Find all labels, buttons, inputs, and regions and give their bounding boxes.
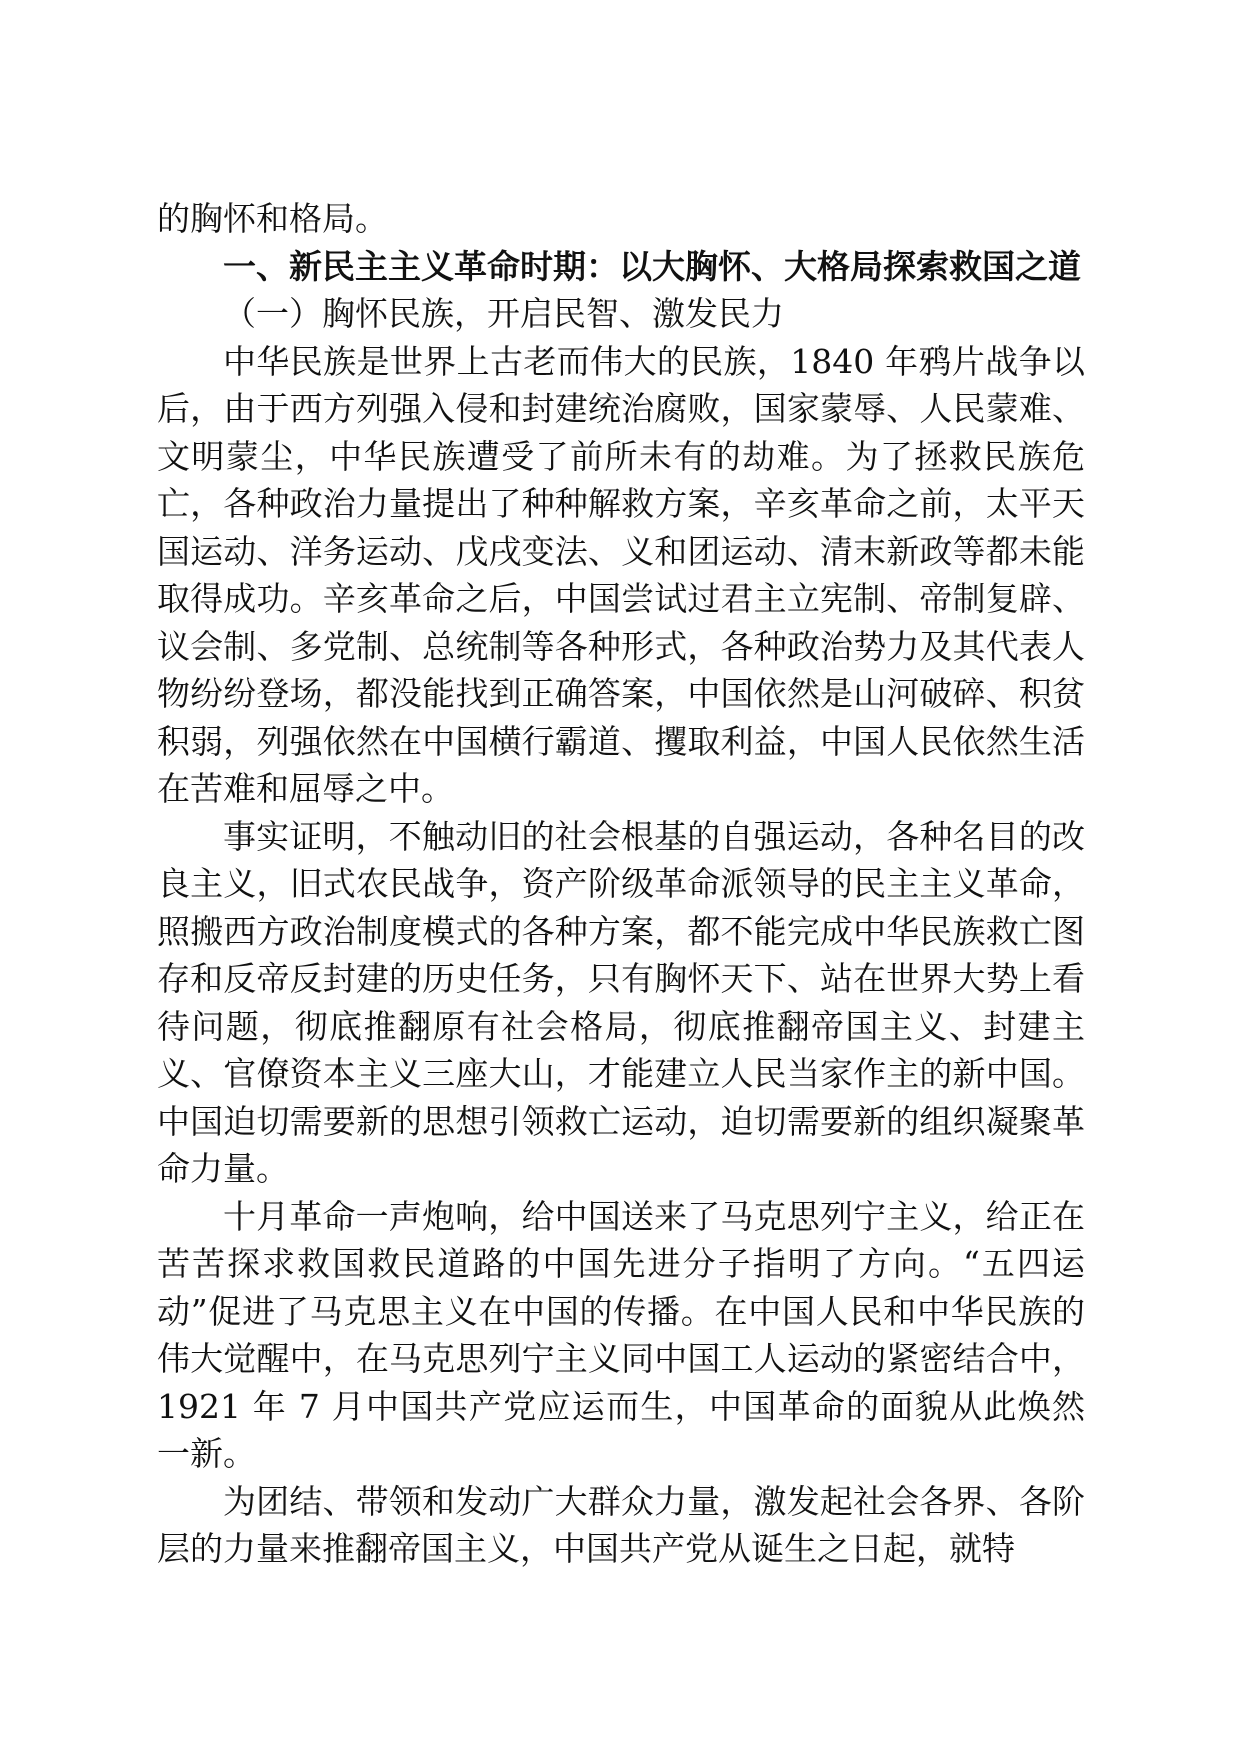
document-body	[157, 195, 1085, 1573]
paragraph-4: 为团结、带领和发动广大群众力量，激发起社会各界、各阶层的力量来推翻帝国主义，中国共产党从诞生之日起，就特	[157, 1481, 1085, 1568]
paragraph-3: 十月革命一声炮响，给中国送来了马克思列宁主义，给正在苦苦探求救国救民道路的中国先进分子指明了方向。“五四运动”促进了马克思主义在中国的传播。在中国人民和中华民族的伟大觉醒中，在马克思列宁主义同中国工人运动的紧密结合中，1921 年 7 月中国共产党应运而生，中国革命的面貌从此焕然一新。	[157, 1196, 1085, 1473]
paragraph-1: 中华民族是世界上古老而伟大的民族，1840 年鸦片战争以后，由于西方列强入侵和封建统治腐败，国家蒙辱、人民蒙难、文明蒙尘，中华民族遭受了前所未有的劫难。为了拯救民族危亡，各种政治力量提出了种种解救方案，辛亥革命之前，太平天国运动、洋务运动、戊戌变法、义和团运动、清末新政等都未能取得成功。辛亥革命之后，中国尝试过君主立宪制、帝制复辟、议会制、多党制、总统制等各种形式，各种政治势力及其代表人物纷纷登场，都没能找到正确答案，中国依然是山河破碎、积贫积弱，列强依然在中国横行霸道、攫取利益，中国人民依然生活在苦难和屈辱之中。	[157, 341, 1085, 808]
subsection-heading: （一）胸怀民族，开启民智、激发民力	[223, 294, 784, 333]
continuation-text: 的胸怀和格局。	[157, 199, 388, 238]
section-heading: 一、新民主主义革命时期：以大胸怀、大格局探索救国之道	[223, 246, 1081, 286]
paragraph-2: 事实证明，不触动旧的社会根基的自强运动，各种名目的改良主义，旧式农民战争，资产阶级革命派领导的民主主义革命，照搬西方政治制度模式的各种方案，都不能完成中华民族救亡图存和反帝反封建的历史任务，只有胸怀天下、站在世界大势上看待问题，彻底推翻原有社会格局，彻底推翻帝国主义、封建主义、官僚资本主义三座大山，才能建立人民当家作主的新中国。中国迫切需要新的思想引领救亡运动，迫切需要新的组织凝聚革命力量。	[157, 816, 1085, 1188]
